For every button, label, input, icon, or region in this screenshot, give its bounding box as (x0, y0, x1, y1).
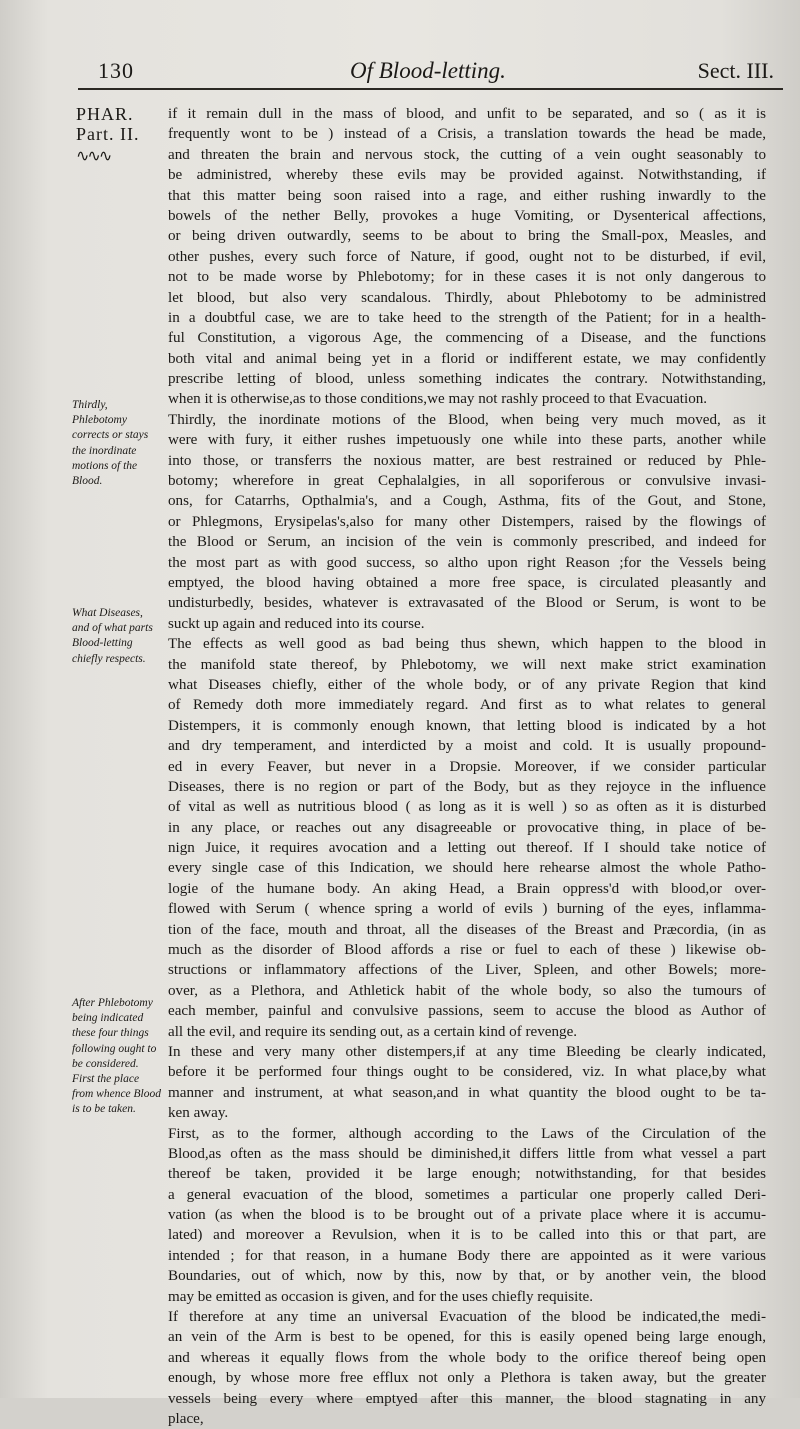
text-line: or being driven outwardly, seems to be about to bring the Small-pox, Measles, and (168, 228, 766, 245)
paragraph (168, 104, 766, 410)
text-line: may be emitted as occasion is given, and for the uses chiefly requisite. (168, 1288, 594, 1305)
text-line: intended ; for that reason, in a humane Body there are appointed as it were various (168, 1247, 766, 1264)
text-line: before it be performed four things ought to be considered, viz. In what place,by what (168, 1064, 766, 1081)
text-line: emptyed, the blood having obtained a more free space, is circulated pleasantly and (168, 574, 766, 591)
text-line: and whereas it equally flows from the whole body to the orifice thereof being open (168, 1349, 766, 1366)
text-line: prescribe letting of blood, unless something indicates the contrary. Notwithstanding, (168, 371, 766, 388)
text-line: were with fury, it either rushes impetuously one while into these parts, another while (168, 432, 766, 449)
text-line: First, as to the former, although according to the Laws of the Circulation of the (168, 1125, 766, 1142)
text-line: when it is otherwise,as to those conditions,we may not rashly proceed to that Evacuation. (168, 391, 708, 408)
text-line: The effects as well good as bad being thus shewn, which happen to the blood in (168, 636, 766, 653)
text-line: each member, painful and convulsive passions, seem to accuse the blood as Author of (168, 1003, 766, 1020)
margin-note-diseases: What Diseases, and of what parts Blood-letting chiefly respects. (72, 607, 153, 665)
paragraph (168, 1124, 766, 1308)
running-title: Of Blood-letting. (350, 58, 506, 83)
text-line: and dry temperament, and interdicted by a moist and cold. It is usually propound- (168, 738, 766, 755)
text-line: let blood, but also very scandalous. Thirdly, about Phlebotomy to be administred (168, 289, 766, 306)
text-line: the Blood or Serum, an incision of the vein is commonly prescribed, and indeed for (168, 534, 766, 551)
text-line: the most part as with good success, so altho upon right Reason ;for the Vessels being (168, 554, 766, 571)
text-line: frequently wont to be ) instead of a Crisis, a translation towards the head be made, (168, 126, 766, 143)
text-line: place, (168, 1411, 204, 1427)
header-rule (78, 88, 783, 90)
text-line: Blood,as often as the mass should be diminished,it differs little from what vessel a part (168, 1145, 766, 1162)
text-line: Thirdly, the inordinate motions of the Blood, when being very much moved, as it (168, 411, 766, 428)
text-line: an vein of the Arm is best to be opened, for this is easily opened being large enough, (168, 1329, 766, 1346)
text-line: every single case of this Indication, we should here rehearse almost the whole Patho- (168, 860, 766, 877)
text-line: the manifold state thereof, by Phlebotomy, we will next make strict examination (168, 656, 766, 673)
text-line: of Remedy doth more immediately regard. And first as to what relates to general (168, 697, 766, 714)
margin-tag-block (76, 104, 164, 166)
text-line: vation (as when the blood is to be brought out of a private place where it is accumu- (168, 1207, 766, 1224)
text-line: If therefore at any time an universal Evacuation of the blood be indicated,the medi- (168, 1309, 766, 1326)
page-header (80, 56, 780, 96)
text-line: suckt up again and reduced into its course. (168, 615, 425, 632)
text-line: botomy; wherefore in great Cephalalgies, in all soporiferous or convulsive invasi- (168, 473, 766, 490)
text-line: structions or inflammatory affections of the Liver, Spleen, and other Bowels; more- (168, 962, 766, 979)
margin-tag-line1: PHAR. (76, 104, 134, 124)
text-line: thereof be taken, provided it be large enough; notwithstanding, for that besides (168, 1166, 766, 1183)
text-line: or Phlegmons, Erysipelas's,also for many other Distempers, raised by the flowings of (168, 513, 766, 530)
body-text (168, 104, 766, 1429)
text-line: vessels being every where emptyed after this manner, the blood stagnating in any (168, 1390, 766, 1407)
text-line: Distempers, it is commonly enough known, that letting blood is indicated by a hot (168, 717, 766, 734)
text-line: tion of the face, mouth and throat, all the diseases of the Breast and Præcordia, (in as (168, 921, 766, 938)
text-line: if it remain dull in the mass of blood, and unfit to be separated, and so ( as it is (168, 106, 766, 122)
text-line: enough, by whose more free efflux not only a Plethora is taken away, but the greater (168, 1370, 766, 1387)
text-line: In these and very many other distempers,if at any time Bleeding be clearly indicated, (168, 1043, 766, 1060)
paragraph (168, 634, 766, 1042)
text-line: of vital as well as nutritious blood ( as long as it is well ) so as often as it is disturbed (168, 799, 766, 816)
paragraph (168, 1042, 766, 1124)
text-line: nign Juice, it requires avocation and a letting out thereof. If I should take notice of (168, 840, 766, 857)
text-line: in a doubtful case, we are to take heed to the strength of the Patient; for in a health- (168, 309, 766, 326)
text-line: what Diseases chiefly, either of the whole body, or of any private Region that kind (168, 676, 766, 693)
text-line: both vital and animal being yet in a florid or indifferent estate, we may confidently (168, 350, 766, 367)
text-line: ful Constitution, a vigorous Age, the commencing of a Disease, and the functions (168, 330, 766, 347)
text-line: ons, for Catarrhs, Opthalmia's, and a Cough, Asthma, fits of the Gout, and Stone, (168, 493, 766, 510)
text-line: manner and instrument, at what season,and in what quantity the blood ought to be ta- (168, 1084, 766, 1101)
text-line: lated) and moreover a Revulsion, when it is to be called into this or that part, are (168, 1227, 766, 1244)
text-line: flowed with Serum ( whence spring a world of evils ) burning of the eyes, inflamma- (168, 901, 766, 918)
text-line: that this matter being soon raised into a rage, and either rushing inwardly to the (168, 187, 766, 204)
text-line: logie of the humane body. An aking Head, a Brain oppress'd with blood,or over- (168, 880, 766, 897)
text-line: be administred, whereby these evils may be provided against. Notwithstanding, if (168, 167, 766, 184)
text-line: over, as a Plethora, and Athletick habit of the whole body, so also the tumours of (168, 982, 766, 999)
text-line: bowels of the nether Belly, provokes a huge Vomiting, or Dysenterical affections, (168, 207, 766, 224)
text-line: and threaten the brain and nervous stock, the cutting of a vein ought seasonably to (168, 146, 766, 163)
margin-tag-line2: Part. II. (76, 124, 140, 144)
text-line: Diseases, there is no region or part of the Body, but as they rejoyce in the influence (168, 778, 766, 795)
page-number: 130 (98, 58, 134, 83)
ornament-flourish: ∿∿∿ (76, 148, 111, 165)
paragraph (168, 1307, 766, 1429)
text-line: a general evacuation of the blood, sometimes a particular one properly called Deri- (168, 1186, 766, 1203)
paragraph (168, 410, 766, 634)
text-line: other pushes, every such force of Nature, if good, ought not to be disturbed, if evil, (168, 248, 766, 265)
text-line: undisturbedly, besides, whatever is extravasated of the Blood or Serum, is wont to be (168, 595, 766, 612)
text-line: all the evil, and require its sending out, as a certain kind of revenge. (168, 1023, 578, 1040)
margin-note-after-phlebotomy: After Phlebotomy being indicated these four things following ought to be considered. First the place from whence Blood is to be taken. (72, 997, 162, 1116)
text-line: ken away. (168, 1105, 229, 1122)
text-line: much as the disorder of Blood affords a rise or fuel to each of these ) likewise ob- (168, 942, 766, 959)
text-line: not to be made worse by Phlebotomy; for in these cases it is not only dangerous to (168, 269, 766, 286)
text-line: into those, or transferrs the noxious matter, are best restrained or reduced by Phle- (168, 452, 766, 469)
text-line: in any place, or reaches out any disagreeable or provocative thing, in place of be- (168, 819, 766, 836)
margin-note-thirdly: Thirdly, Phlebotomy corrects or stays the inordinate motions of the Blood. (72, 399, 149, 488)
text-line: Boundaries, out of which, now by this, now by that, or by another vein, the blood (168, 1268, 766, 1285)
section-label: Sect. III. (697, 58, 774, 83)
text-line: ed in every Feaver, but never in a Dropsie. Moreover, if we consider particular (168, 758, 766, 775)
